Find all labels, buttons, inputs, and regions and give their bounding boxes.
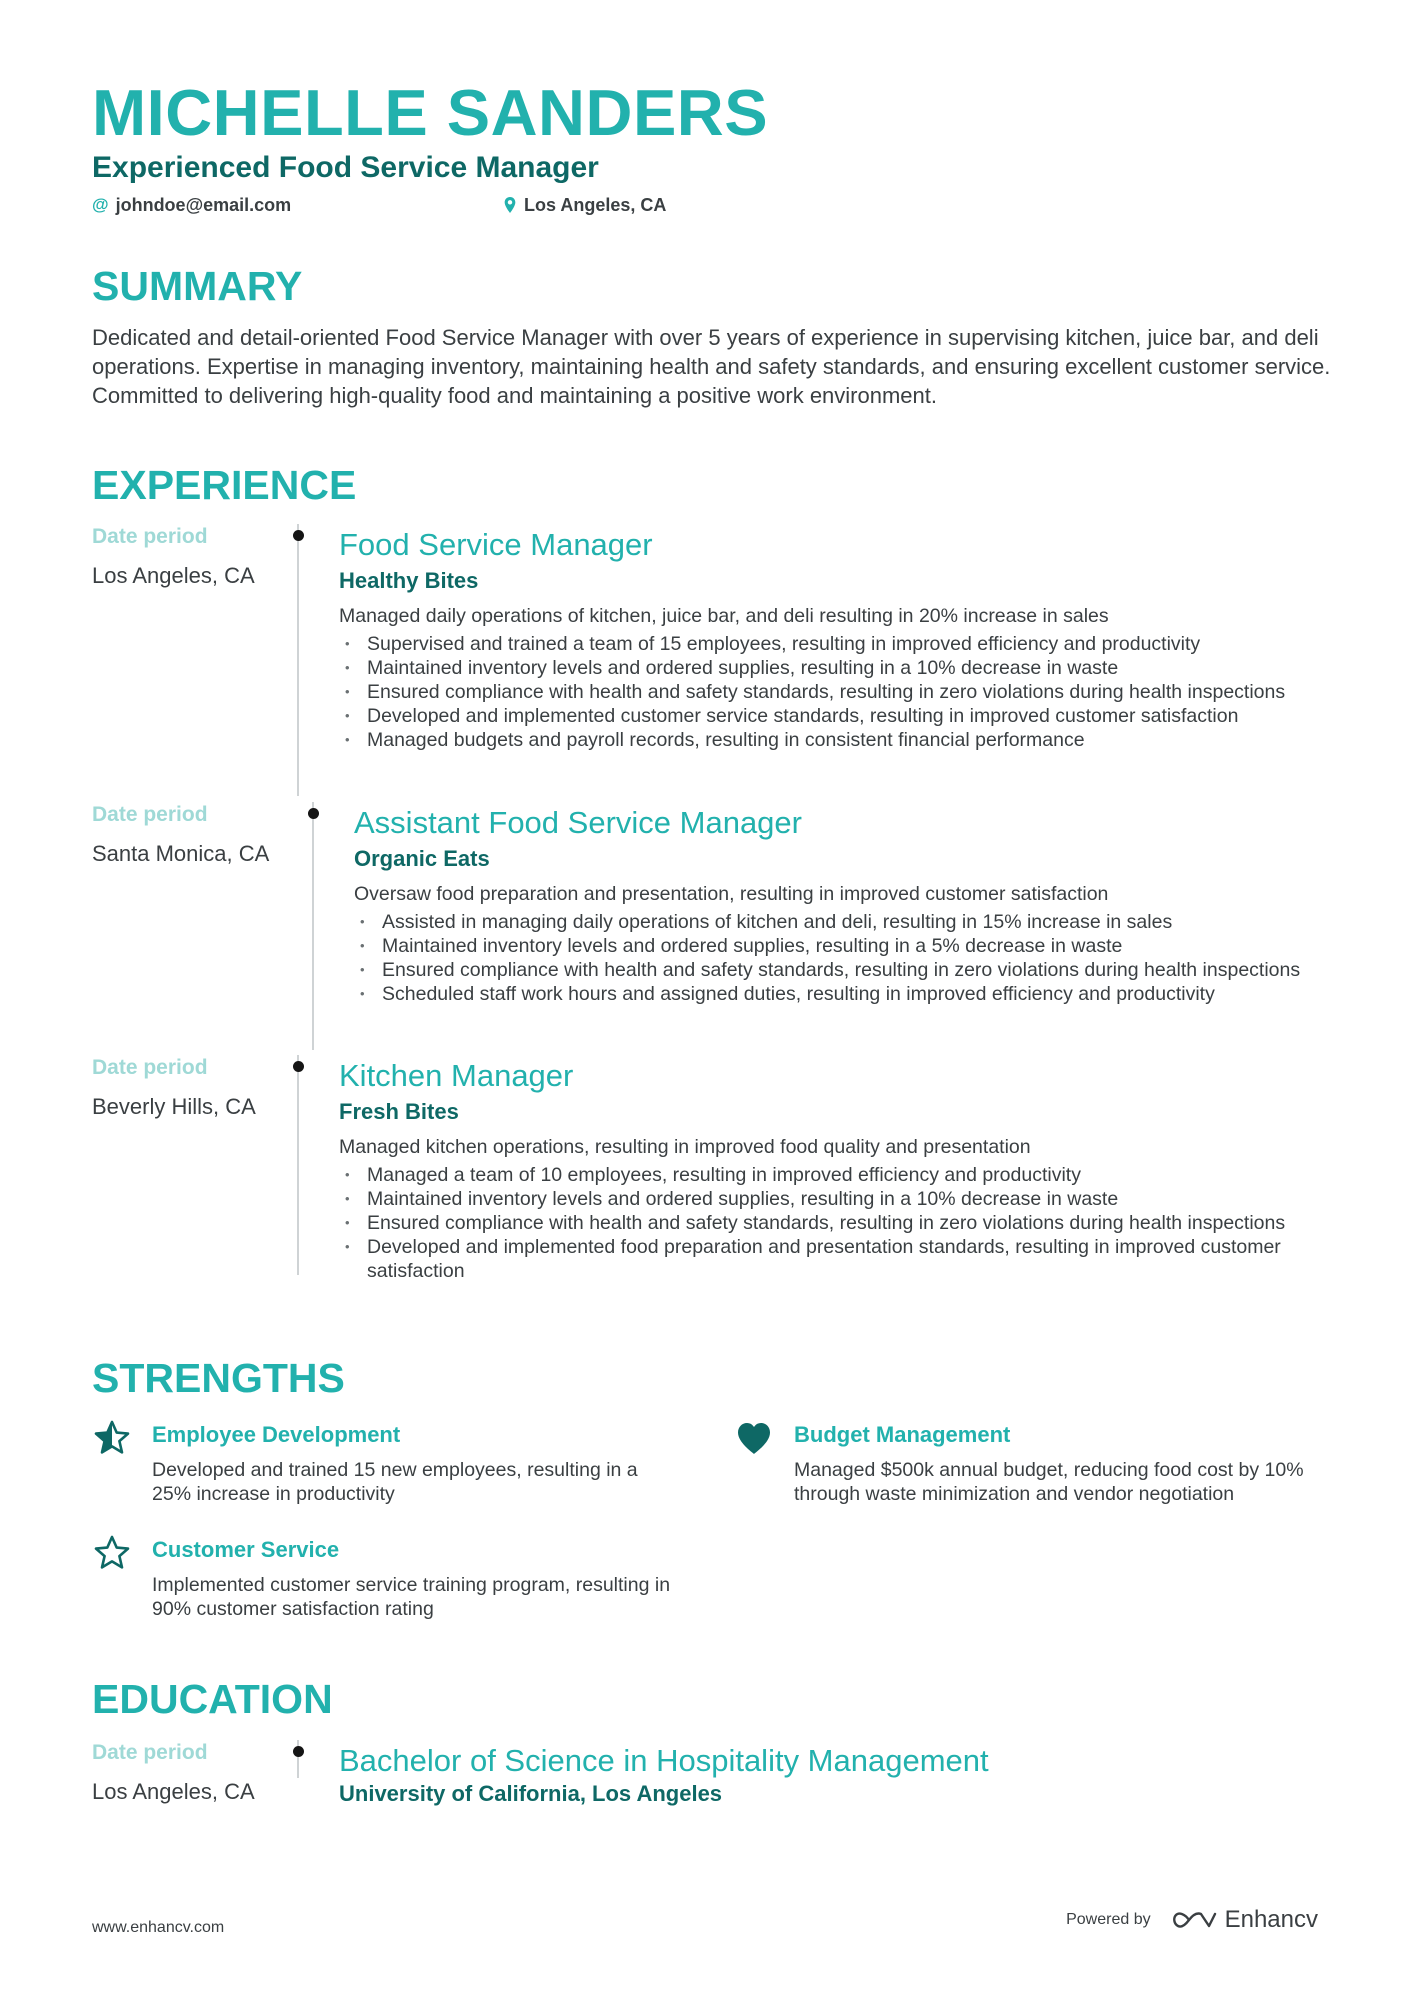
entry-location: Los Angeles, CA [92,1779,255,1804]
timeline-dot [293,1746,304,1757]
timeline-dot [293,530,304,541]
entry-description: Managed daily operations of kitchen, juice bar, and deli resulting in 20% increase in sales [339,605,1109,627]
experience-entry [92,524,1332,799]
entry-location: Santa Monica, CA [92,841,270,866]
entry-bullet: • Ensured compliance with health and safety standards, resulting in zero violations during health inspections [339,680,1339,704]
education-entry [92,1740,1332,1830]
strength-description: Developed and trained 15 new employees, resulting in a 25% increase in productivity [152,1459,638,1505]
summary-heading: SUMMARY [92,263,303,309]
entry-location: Beverly Hills, CA [92,1094,256,1119]
contact-location [503,194,666,216]
entry-description: Managed kitchen operations, resulting in improved food quality and presentation [339,1136,1031,1158]
entry-bullet: • Maintained inventory levels and ordered supplies, resulting in a 10% decrease in waste [339,1187,1339,1211]
heart-icon [734,1418,774,1458]
entry-role: Kitchen Manager [339,1058,574,1093]
entry-company: Healthy Bites [339,568,479,593]
footer-website[interactable]: www.enhancv.com [92,1919,225,1936]
entry-role: Assistant Food Service Manager [354,805,802,840]
entry-date: Date period [92,1741,208,1764]
star-outline-icon [92,1533,132,1573]
summary-text: Dedicated and detail-oriented Food Service Manager with over 5 years of experience in supervising kitchen, juice bar, and deli operations. Expertise in managing inventory, maintaining health and safety standards, and ensuring excellent customer service. Committed to delivering high-quality food and maintaining a positive work environment. [92,325,1331,408]
entry-bullet: • Maintained inventory levels and ordered supplies, resulting in a 5% decrease in waste [354,934,1339,958]
location-pin-icon [503,197,517,213]
candidate-headline: Experienced Food Service Manager [92,151,599,184]
strength-title: Budget Management [794,1422,1011,1447]
education-heading: EDUCATION [92,1676,333,1722]
experience-entry [92,1055,1332,1335]
entry-bullets [339,1163,1339,1283]
email-text: johndoe@email.com [115,195,292,215]
timeline-line [297,524,299,796]
candidate-name: MICHELLE SANDERS [92,76,769,149]
entry-date: Date period [92,803,208,826]
entry-bullet: • Managed a team of 10 employees, resulting in improved efficiency and productivity [339,1163,1339,1187]
strengths-heading: STRENGTHS [92,1355,345,1401]
brand-name: Enhancv [1224,1906,1318,1933]
powered-by-label: Powered by [1066,1911,1151,1928]
timeline-dot [293,1061,304,1072]
footer-branding [1066,1906,1318,1934]
entry-bullet: • Managed budgets and payroll records, resulting in consistent financial performance [339,728,1339,752]
education-school: University of California, Los Angeles [339,1781,723,1806]
experience-entry [92,802,1332,1052]
entry-description: Oversaw food preparation and presentation, resulting in improved customer satisfaction [354,883,1109,905]
contact-email[interactable] [92,194,291,216]
entry-bullet: • Ensured compliance with health and safety standards, resulting in zero violations during health inspections [339,1211,1339,1235]
star-half-icon [92,1418,132,1458]
entry-bullets [339,632,1339,752]
strength-description: Managed $500k annual budget, reducing food cost by 10% through waste minimization and vendor negotiation [794,1459,1304,1505]
education-degree: Bachelor of Science in Hospitality Management [339,1743,989,1778]
timeline-dot [308,808,319,819]
entry-role: Food Service Manager [339,527,653,562]
entry-date: Date period [92,1056,208,1079]
strength-description: Implemented customer service training program, resulting in 90% customer satisfaction rating [152,1574,671,1620]
strength-title: Customer Service [152,1537,340,1562]
entry-company: Fresh Bites [339,1099,459,1124]
entry-bullet: • Supervised and trained a team of 15 employees, resulting in improved efficiency and productivity [339,632,1339,656]
entry-bullet: • Scheduled staff work hours and assigned duties, resulting in improved efficiency and productivity [354,982,1339,1006]
strength-title: Employee Development [152,1422,401,1447]
entry-bullet: • Maintained inventory levels and ordered supplies, resulting in a 10% decrease in waste [339,656,1339,680]
enhancv-logo-icon [1171,1908,1217,1932]
at-icon: @ [92,195,109,214]
entry-location: Los Angeles, CA [92,563,255,588]
entry-date: Date period [92,525,208,548]
brand-logo[interactable] [1171,1906,1318,1934]
timeline-line [297,1055,299,1275]
entry-bullet: • Assisted in managing daily operations of kitchen and deli, resulting in 15% increase in sales [354,910,1339,934]
timeline-line [312,802,314,1050]
experience-heading: EXPERIENCE [92,462,357,508]
entry-bullet: • Developed and implemented customer service standards, resulting in improved customer satisfaction [339,704,1339,728]
entry-bullet: • Developed and implemented food preparation and presentation standards, resulting in improved customer satisfaction [339,1235,1339,1283]
entry-company: Organic Eats [354,846,490,871]
entry-bullets [354,910,1339,1006]
entry-bullet: • Ensured compliance with health and safety standards, resulting in zero violations during health inspections [354,958,1339,982]
location-text: Los Angeles, CA [524,195,667,215]
